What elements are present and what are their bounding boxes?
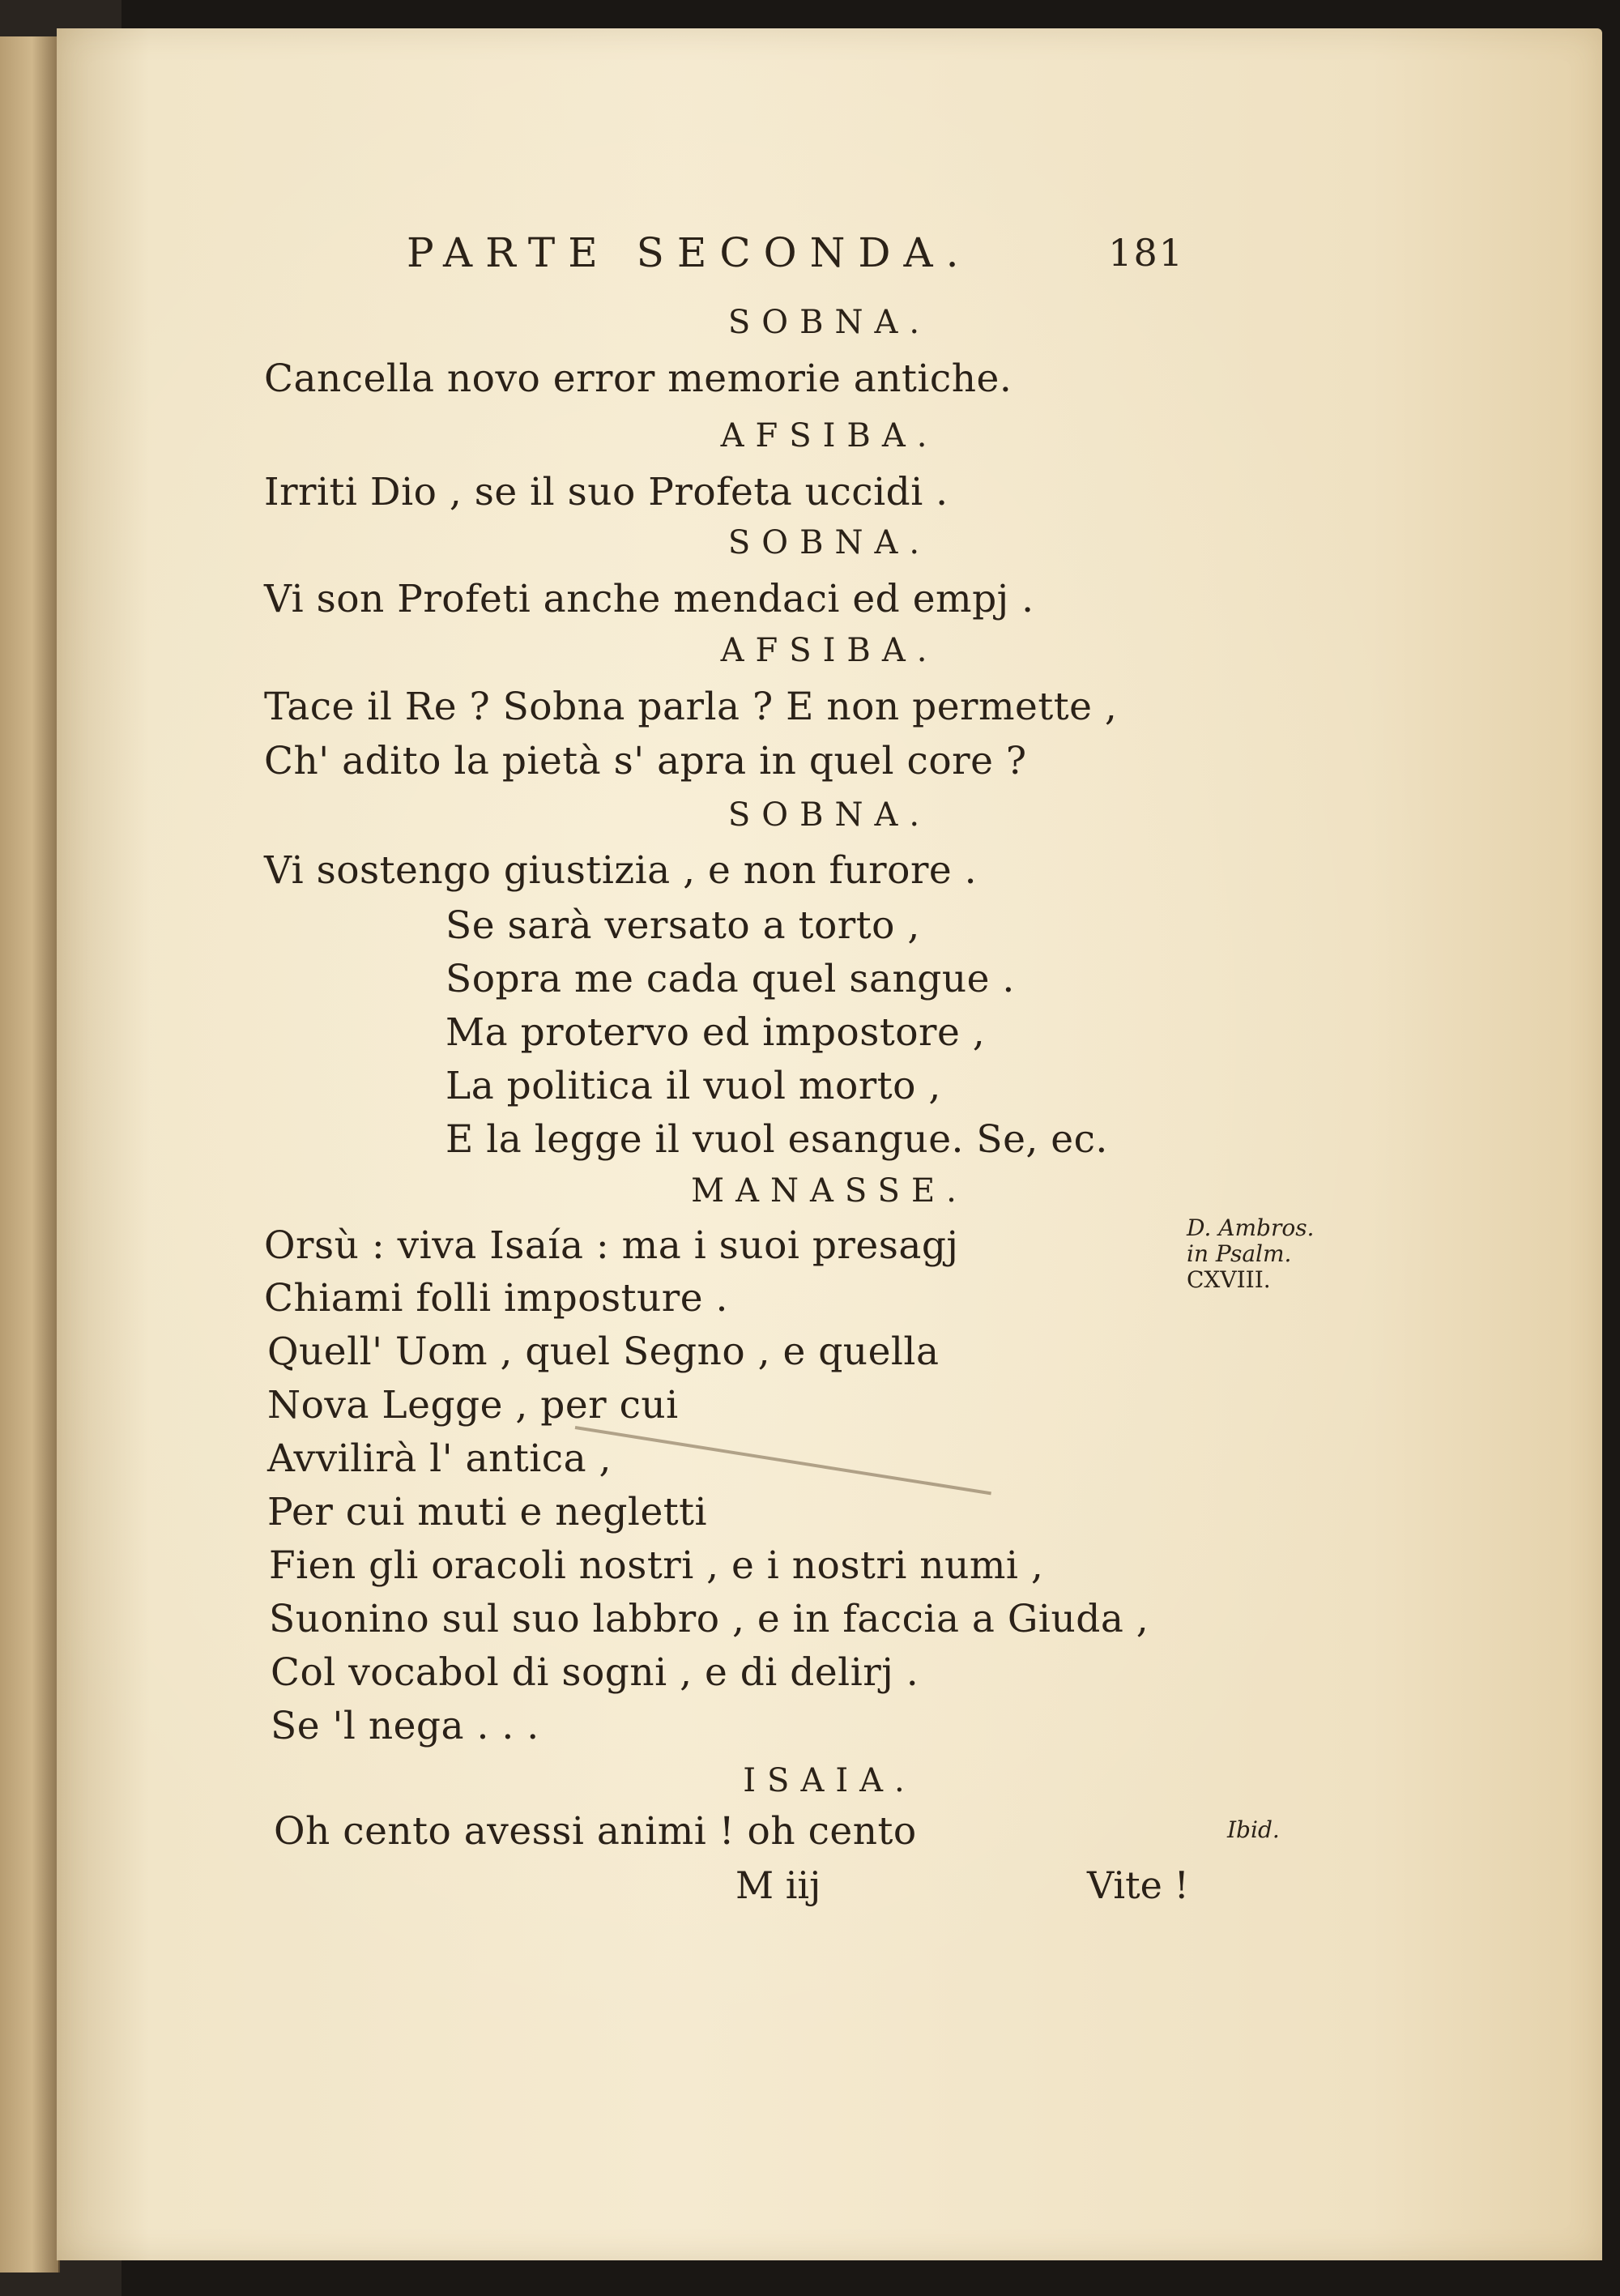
verse-line: Chiami folli imposture .: [264, 1276, 728, 1321]
verse-line: Nova Legge , per cui: [267, 1383, 679, 1428]
running-head-title: PARTE SECONDA.: [407, 229, 972, 276]
facing-page-edge: [0, 36, 60, 2273]
verse-line: La politica il vuol morto ,: [446, 1064, 941, 1108]
verse-line: Cancella novo error memorie antiche.: [264, 356, 1013, 401]
signature-mark: M iij: [735, 1863, 821, 1907]
margin-note: [1187, 1215, 1324, 1293]
speaker-heading: MANASSE.: [691, 1172, 968, 1210]
verse-line: Irriti Dio , se il suo Profeta uccidi .: [264, 470, 949, 514]
verse-line: Quell' Uom , quel Segno , e quella: [267, 1329, 940, 1374]
catchword: Vite !: [1087, 1863, 1189, 1907]
margin-note-line: D. Ambros.: [1187, 1214, 1315, 1241]
book-page: [57, 28, 1602, 2260]
verse-line: E la legge il vuol esangue. Se, ec.: [446, 1117, 1108, 1162]
verse-line: Fien gli oracoli nostri , e i nostri numi ,: [269, 1543, 1044, 1588]
running-head: [407, 229, 1184, 294]
verse-line: Vi son Profeti anche mendaci ed empj .: [264, 577, 1034, 621]
verse-line: Orsù : viva Isaía : ma i suoi presagj: [264, 1223, 959, 1268]
verse-line: Col vocabol di sogni , e di delirj .: [271, 1650, 919, 1695]
verse-line: Sopra me cada quel sangue .: [446, 957, 1015, 1001]
page-number: 181: [1108, 231, 1184, 275]
paper-crease: [575, 1426, 991, 1495]
margin-note-ibid: Ibid.: [1227, 1816, 1280, 1843]
speaker-heading: SOBNA.: [727, 796, 932, 834]
speaker-heading: AFSIBA.: [720, 417, 939, 455]
margin-note-line: in Psalm.: [1187, 1240, 1292, 1267]
verse-line: Vi sostengo giustizia , e non furore .: [264, 848, 978, 893]
verse-line: Tace il Re ? Sobna parla ? E non permette ,: [264, 685, 1118, 729]
speaker-heading: SOBNA.: [727, 304, 932, 341]
margin-note-line: CXVIII.: [1187, 1266, 1271, 1293]
verse-line: Se sarà versato a torto ,: [446, 903, 920, 948]
verse-line: Per cui muti e negletti: [267, 1490, 708, 1534]
verse-line: Avvilirà l' antica ,: [267, 1436, 612, 1481]
verse-line: Se 'l nega . . .: [271, 1704, 539, 1748]
speaker-heading: SOBNA.: [727, 524, 932, 561]
verse-line: Ma protervo ed impostore ,: [446, 1010, 986, 1055]
verse-line: Suonino sul suo labbro , e in faccia a Giuda ,: [269, 1597, 1149, 1641]
speaker-heading: ISAIA.: [743, 1762, 916, 1799]
verse-line: Ch' adito la pietà s' apra in quel core ?: [264, 739, 1027, 783]
speaker-heading: AFSIBA.: [720, 632, 939, 669]
verse-line: Oh cento avessi animi ! oh cento: [274, 1809, 917, 1854]
